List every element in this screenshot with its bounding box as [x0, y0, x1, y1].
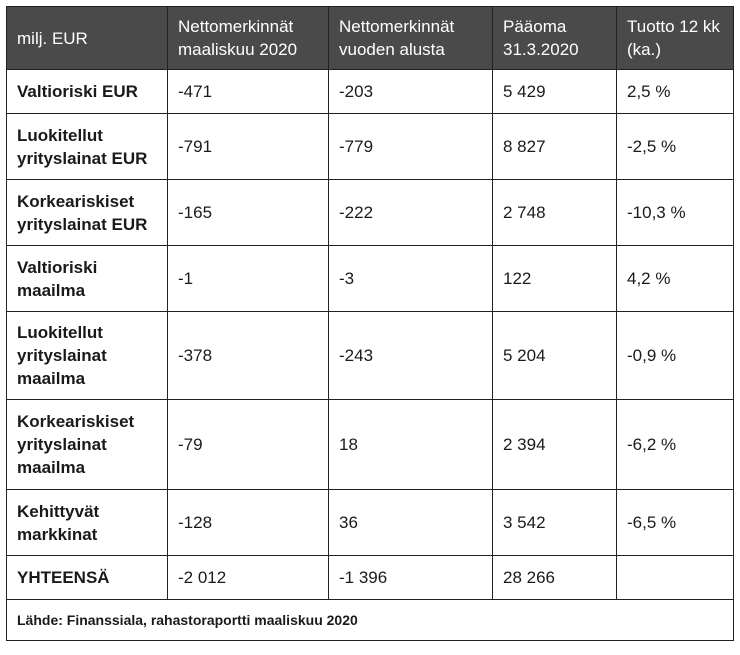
row-label: Valtioriski maailma: [7, 246, 168, 312]
cell-return: 2,5 %: [617, 70, 734, 114]
cell-net-march: -79: [168, 400, 329, 490]
cell-net-march: -471: [168, 70, 329, 114]
cell-net-march: -128: [168, 490, 329, 556]
cell-net-ytd: -3: [329, 246, 493, 312]
cell-return: -2,5 %: [617, 114, 734, 180]
source-note: Lähde: Finanssiala, rahastoraportti maaliskuu 2020: [7, 600, 734, 641]
cell-net-ytd: -222: [329, 180, 493, 246]
header-return: Tuotto 12 kk (ka.): [617, 7, 734, 70]
cell-return: -6,2 %: [617, 400, 734, 490]
cell-net-march: -378: [168, 312, 329, 400]
cell-net-ytd: -243: [329, 312, 493, 400]
cell-net-ytd: 18: [329, 400, 493, 490]
row-label: Luokitellut yrityslainat EUR: [7, 114, 168, 180]
cell-capital: 5 204: [493, 312, 617, 400]
header-capital: Pääoma 31.3.2020: [493, 7, 617, 70]
table-row: [7, 70, 734, 114]
header-unit: milj. EUR: [7, 7, 168, 70]
header-row: [7, 7, 734, 70]
row-label: Korkeariskiset yrityslainat EUR: [7, 180, 168, 246]
cell-return: 4,2 %: [617, 246, 734, 312]
cell-capital: 3 542: [493, 490, 617, 556]
row-label: YHTEENSÄ: [7, 556, 168, 600]
cell-capital: 8 827: [493, 114, 617, 180]
cell-return: -0,9 %: [617, 312, 734, 400]
cell-return: [617, 556, 734, 600]
cell-net-march: -165: [168, 180, 329, 246]
table-row: [7, 490, 734, 556]
source-row: [7, 600, 734, 641]
cell-net-ytd: -1 396: [329, 556, 493, 600]
cell-net-march: -791: [168, 114, 329, 180]
table-row: [7, 180, 734, 246]
table-row: [7, 246, 734, 312]
cell-return: -10,3 %: [617, 180, 734, 246]
row-label: Kehittyvät markkinat: [7, 490, 168, 556]
row-label: Luokitellut yrityslainat maailma: [7, 312, 168, 400]
cell-return: -6,5 %: [617, 490, 734, 556]
table-row: [7, 114, 734, 180]
cell-net-ytd: 36: [329, 490, 493, 556]
cell-net-ytd: -779: [329, 114, 493, 180]
header-net-ytd: Nettomerkinnät vuoden alusta: [329, 7, 493, 70]
cell-capital: 2 394: [493, 400, 617, 490]
cell-capital: 5 429: [493, 70, 617, 114]
cell-net-march: -2 012: [168, 556, 329, 600]
data-table-container: [6, 6, 733, 641]
table-row: [7, 312, 734, 400]
total-row: [7, 556, 734, 600]
header-net-march: Nettomerkinnät maaliskuu 2020: [168, 7, 329, 70]
cell-net-march: -1: [168, 246, 329, 312]
row-label: Valtioriski EUR: [7, 70, 168, 114]
cell-capital: 28 266: [493, 556, 617, 600]
row-label: Korkeariskiset yrityslainat maailma: [7, 400, 168, 490]
cell-capital: 2 748: [493, 180, 617, 246]
cell-capital: 122: [493, 246, 617, 312]
cell-net-ytd: -203: [329, 70, 493, 114]
funds-table: [6, 6, 734, 641]
table-row: [7, 400, 734, 490]
